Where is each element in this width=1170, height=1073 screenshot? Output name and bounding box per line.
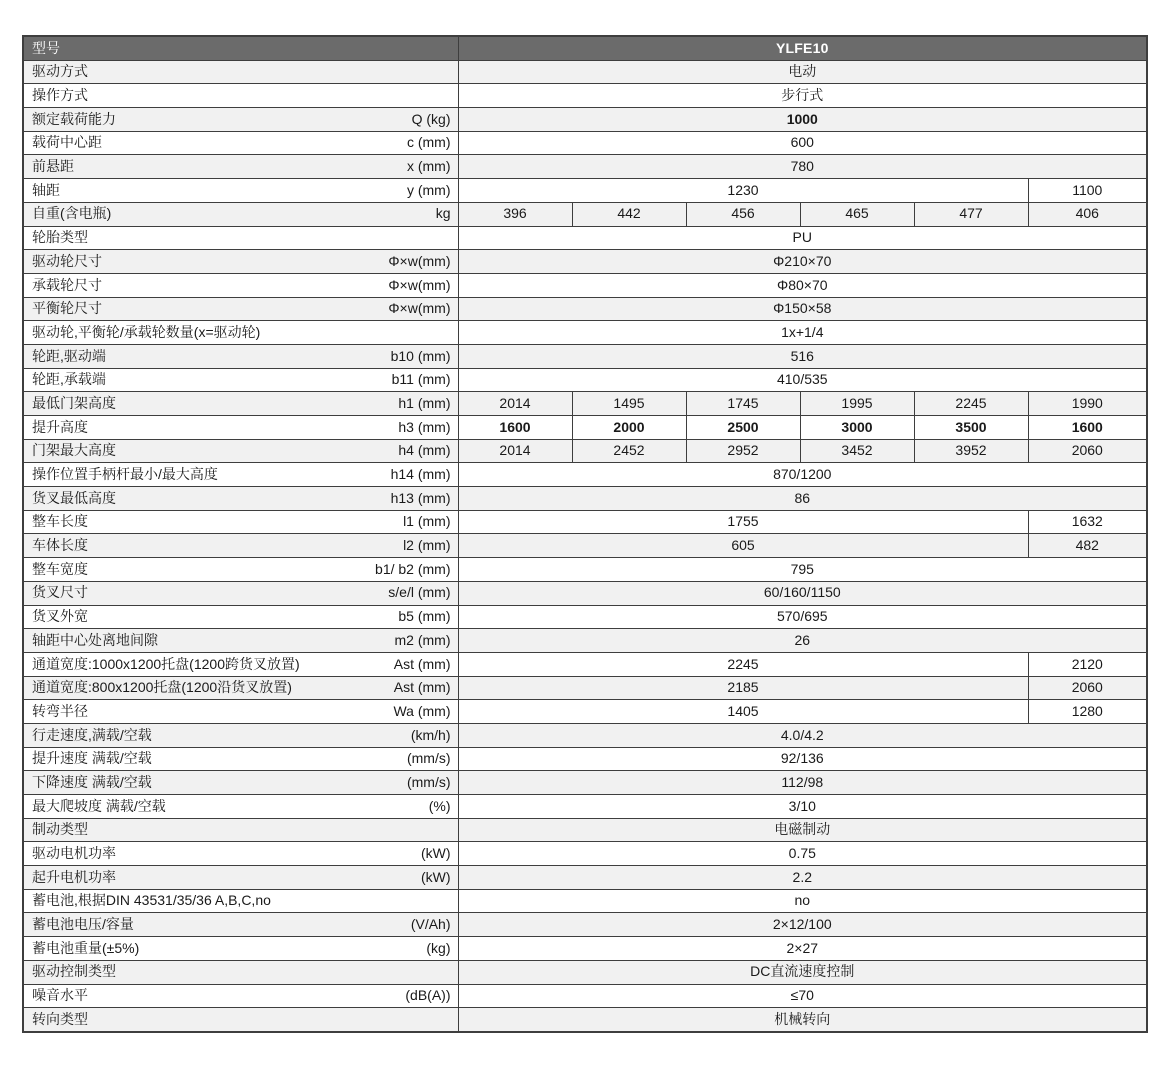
table-row [23, 771, 1147, 795]
spec-symbol: h14 (mm) [390, 466, 451, 483]
spec-symbol: l2 (mm) [403, 537, 451, 554]
spec-value-cell: 465 [800, 202, 914, 226]
spec-value-cell: no [458, 889, 1147, 913]
spec-symbol: (kW) [420, 868, 451, 885]
spec-label: 提升高度 [32, 418, 88, 435]
spec-symbol: Φ×w(mm) [388, 276, 451, 293]
spec-label: 蓄电池电压/容量 [32, 916, 134, 933]
spec-value-cell: 1100 [1028, 179, 1147, 203]
spec-value-cell: 1280 [1028, 700, 1147, 724]
spec-symbol: h3 (mm) [398, 418, 451, 435]
spec-value-cell: 机械转向 [458, 1008, 1147, 1032]
spec-label-cell [23, 84, 458, 108]
spec-symbol: Q (kg) [411, 110, 451, 127]
spec-value-cell: ≤70 [458, 984, 1147, 1008]
table-row [23, 463, 1147, 487]
spec-label: 通道宽度:1000x1200托盘(1200跨货叉放置) [32, 655, 300, 672]
table-row [23, 155, 1147, 179]
spec-value-cell: 2000 [572, 416, 686, 440]
spec-label-cell [23, 747, 458, 771]
table-row [23, 250, 1147, 274]
spec-label: 货叉外宽 [32, 608, 88, 625]
spec-label-cell [23, 155, 458, 179]
spec-label-cell [23, 558, 458, 582]
table-row [23, 676, 1147, 700]
spec-label-cell [23, 818, 458, 842]
spec-symbol: (mm/s) [406, 773, 451, 790]
spec-symbol: b10 (mm) [390, 347, 451, 364]
spec-label-cell [23, 866, 458, 890]
spec-value-cell: 步行式 [458, 84, 1147, 108]
table-row [23, 273, 1147, 297]
spec-label: 承载轮尺寸 [32, 276, 102, 293]
spec-label: 驱动轮,平衡轮/承载轮数量(x=驱动轮) [32, 323, 261, 340]
spec-label-cell [23, 179, 458, 203]
spec-value-cell: 2×12/100 [458, 913, 1147, 937]
spec-table [22, 35, 1148, 1033]
spec-value-cell: 870/1200 [458, 463, 1147, 487]
spec-value-cell: 1600 [1028, 416, 1147, 440]
spec-value-cell: 456 [686, 202, 800, 226]
spec-label-cell [23, 676, 458, 700]
spec-label: 提升速度 满载/空载 [32, 750, 152, 767]
spec-symbol: Ast (mm) [393, 679, 451, 696]
spec-value-cell: 112/98 [458, 771, 1147, 795]
spec-value-cell: DC直流速度控制 [458, 960, 1147, 984]
spec-value-cell: 2245 [458, 652, 1028, 676]
spec-label-cell [23, 605, 458, 629]
spec-label-cell [23, 273, 458, 297]
spec-label-cell [23, 321, 458, 345]
spec-value-cell: 410/535 [458, 368, 1147, 392]
spec-label: 轴距 [32, 181, 60, 198]
table-row [23, 84, 1147, 108]
spec-value-cell: 396 [458, 202, 572, 226]
table-row [23, 1008, 1147, 1032]
spec-label-cell [23, 534, 458, 558]
spec-label: 自重(含电瓶) [32, 205, 112, 222]
spec-label-cell [23, 416, 458, 440]
spec-label-cell [23, 60, 458, 84]
spec-symbol: kg [435, 205, 451, 222]
spec-label: 蓄电池重量(±5%) [32, 939, 140, 956]
spec-label: 噪音水平 [32, 987, 88, 1004]
spec-symbol: (%) [428, 797, 451, 814]
spec-label-cell [23, 131, 458, 155]
table-row [23, 179, 1147, 203]
spec-value-cell: 1990 [1028, 392, 1147, 416]
spec-label: 货叉最低高度 [32, 489, 116, 506]
spec-label: 通道宽度:800x1200托盘(1200沿货叉放置) [32, 679, 292, 696]
spec-label-cell [23, 984, 458, 1008]
spec-label-cell [23, 463, 458, 487]
spec-value-cell: 86 [458, 487, 1147, 511]
table-row [23, 984, 1147, 1008]
spec-value-cell: Φ210×70 [458, 250, 1147, 274]
spec-label-cell [23, 581, 458, 605]
spec-label: 驱动轮尺寸 [32, 252, 102, 269]
spec-symbol: h13 (mm) [390, 489, 451, 506]
table-row [23, 131, 1147, 155]
spec-label-cell [23, 108, 458, 132]
table-row [23, 558, 1147, 582]
spec-value-cell: 2185 [458, 676, 1028, 700]
table-row [23, 652, 1147, 676]
spec-label-cell [23, 510, 458, 534]
spec-label-cell [23, 842, 458, 866]
spec-label-cell [23, 1008, 458, 1032]
spec-value-cell: 1745 [686, 392, 800, 416]
spec-label-cell [23, 629, 458, 653]
spec-value-cell: 516 [458, 344, 1147, 368]
table-row [23, 605, 1147, 629]
spec-label-cell [23, 250, 458, 274]
spec-label: 转弯半径 [32, 702, 88, 719]
spec-value-cell: Φ150×58 [458, 297, 1147, 321]
spec-value-cell: 2952 [686, 439, 800, 463]
spec-label-cell [23, 889, 458, 913]
table-row [23, 439, 1147, 463]
spec-symbol: b1/ b2 (mm) [375, 560, 451, 577]
spec-value-cell: 1230 [458, 179, 1028, 203]
spec-label-cell [23, 652, 458, 676]
spec-label-cell [23, 700, 458, 724]
spec-value-cell: 2014 [458, 439, 572, 463]
spec-symbol: (mm/s) [406, 750, 451, 767]
spec-symbol: l1 (mm) [403, 513, 451, 530]
spec-value-cell: 1600 [458, 416, 572, 440]
spec-value-cell: 3/10 [458, 795, 1147, 819]
spec-symbol: x (mm) [406, 158, 451, 175]
spec-label: 前悬距 [32, 158, 74, 175]
spec-label-cell [23, 487, 458, 511]
model-name: YLFE10 [458, 36, 1147, 60]
spec-value-cell: 795 [458, 558, 1147, 582]
spec-value-cell: 电动 [458, 60, 1147, 84]
spec-value-cell: 605 [458, 534, 1028, 558]
spec-label-cell [23, 771, 458, 795]
table-row [23, 60, 1147, 84]
spec-label: 蓄电池,根据DIN 43531/35/36 A,B,C,no [32, 892, 271, 909]
spec-value-cell: 2×27 [458, 937, 1147, 961]
spec-label: 下降速度 满载/空载 [32, 773, 152, 790]
table-row [23, 534, 1147, 558]
table-row [23, 392, 1147, 416]
spec-value-cell: 2014 [458, 392, 572, 416]
spec-label-cell [23, 226, 458, 250]
spec-value-cell: 3000 [800, 416, 914, 440]
spec-label-cell [23, 795, 458, 819]
table-row [23, 226, 1147, 250]
spec-symbol: h1 (mm) [398, 394, 451, 411]
model-header-label: 型号 [23, 36, 458, 60]
table-row [23, 960, 1147, 984]
spec-value-cell: 1x+1/4 [458, 321, 1147, 345]
spec-value-cell: 2.2 [458, 866, 1147, 890]
spec-value-cell: 1405 [458, 700, 1028, 724]
spec-value-cell: 2452 [572, 439, 686, 463]
spec-symbol: s/e/l (mm) [388, 584, 451, 601]
table-row [23, 937, 1147, 961]
table-row [23, 723, 1147, 747]
spec-value-cell: 1755 [458, 510, 1028, 534]
spec-label: 转向类型 [32, 1010, 88, 1027]
spec-label: 驱动方式 [32, 63, 88, 80]
spec-label: 平衡轮尺寸 [32, 300, 102, 317]
spec-label: 驱动控制类型 [32, 963, 116, 980]
spec-value-cell: 2060 [1028, 676, 1147, 700]
table-row [23, 795, 1147, 819]
table-row [23, 866, 1147, 890]
table-row [23, 108, 1147, 132]
spec-label: 制动类型 [32, 821, 88, 838]
spec-label-cell [23, 392, 458, 416]
spec-label: 操作位置手柄杆最小/最大高度 [32, 466, 218, 483]
spec-symbol: (kg) [426, 939, 451, 956]
spec-label-cell [23, 960, 458, 984]
table-row [23, 487, 1147, 511]
table-row [23, 842, 1147, 866]
spec-symbol: y (mm) [406, 181, 451, 198]
spec-label: 最大爬坡度 满载/空载 [32, 797, 166, 814]
spec-label: 车体长度 [32, 537, 88, 554]
spec-value-cell: 3952 [914, 439, 1028, 463]
table-row [23, 581, 1147, 605]
spec-symbol: Ast (mm) [393, 655, 451, 672]
spec-label: 行走速度,满载/空载 [32, 726, 152, 743]
table-row [23, 368, 1147, 392]
spec-label-cell [23, 368, 458, 392]
spec-symbol: b5 (mm) [398, 608, 451, 625]
spec-label: 轮胎类型 [32, 229, 88, 246]
spec-label: 载荷中心距 [32, 134, 102, 151]
spec-symbol: (kW) [420, 845, 451, 862]
spec-value-cell: 780 [458, 155, 1147, 179]
spec-value-cell: 3500 [914, 416, 1028, 440]
spec-symbol: (km/h) [410, 726, 451, 743]
spec-value-cell: 1495 [572, 392, 686, 416]
spec-label: 整车长度 [32, 513, 88, 530]
spec-value-cell: 600 [458, 131, 1147, 155]
spec-value-cell: 60/160/1150 [458, 581, 1147, 605]
spec-symbol: (V/Ah) [410, 916, 451, 933]
spec-value-cell: 482 [1028, 534, 1147, 558]
spec-label: 货叉尺寸 [32, 584, 88, 601]
spec-value-cell: 1000 [458, 108, 1147, 132]
spec-value-cell: 570/695 [458, 605, 1147, 629]
spec-value-cell: 2120 [1028, 652, 1147, 676]
spec-label: 轮距,驱动端 [32, 347, 106, 364]
spec-symbol: (dB(A)) [405, 987, 451, 1004]
table-row [23, 202, 1147, 226]
spec-value-cell: 2245 [914, 392, 1028, 416]
spec-label-cell [23, 913, 458, 937]
spec-value-cell: 电磁制动 [458, 818, 1147, 842]
spec-label-cell [23, 937, 458, 961]
spec-symbol: Φ×w(mm) [388, 300, 451, 317]
table-header-row [23, 36, 1147, 60]
table-row [23, 889, 1147, 913]
spec-label: 整车宽度 [32, 560, 88, 577]
table-row [23, 344, 1147, 368]
spec-label: 操作方式 [32, 87, 88, 104]
table-row [23, 818, 1147, 842]
spec-value-cell: 2060 [1028, 439, 1147, 463]
spec-value-cell: 26 [458, 629, 1147, 653]
spec-symbol: b11 (mm) [391, 371, 451, 388]
table-row [23, 700, 1147, 724]
spec-symbol: m2 (mm) [394, 631, 451, 648]
spec-label-cell [23, 723, 458, 747]
table-row [23, 747, 1147, 771]
spec-label-cell [23, 297, 458, 321]
spec-value-cell: 477 [914, 202, 1028, 226]
spec-value-cell: Φ80×70 [458, 273, 1147, 297]
spec-value-cell: 4.0/4.2 [458, 723, 1147, 747]
spec-symbol: c (mm) [406, 134, 451, 151]
table-row [23, 321, 1147, 345]
spec-symbol: Φ×w(mm) [388, 252, 451, 269]
spec-label-cell [23, 202, 458, 226]
spec-value-cell: 92/136 [458, 747, 1147, 771]
spec-label: 最低门架高度 [32, 394, 116, 411]
spec-table-body [23, 60, 1147, 1032]
spec-label: 轴距中心处离地间隙 [32, 631, 158, 648]
spec-label: 驱动电机功率 [32, 845, 116, 862]
spec-label: 门架最大高度 [32, 442, 116, 459]
spec-value-cell: 406 [1028, 202, 1147, 226]
spec-value-cell: 442 [572, 202, 686, 226]
table-row [23, 297, 1147, 321]
spec-label-cell [23, 344, 458, 368]
spec-value-cell: PU [458, 226, 1147, 250]
spec-label: 起升电机功率 [32, 868, 116, 885]
spec-value-cell: 3452 [800, 439, 914, 463]
spec-value-cell: 1632 [1028, 510, 1147, 534]
spec-label-cell [23, 439, 458, 463]
spec-symbol: Wa (mm) [393, 702, 451, 719]
spec-symbol: h4 (mm) [398, 442, 451, 459]
spec-label: 轮距,承载端 [32, 371, 106, 388]
table-row [23, 416, 1147, 440]
table-row [23, 510, 1147, 534]
table-row [23, 629, 1147, 653]
spec-label: 额定载荷能力 [32, 110, 116, 127]
spec-value-cell: 0.75 [458, 842, 1147, 866]
spec-value-cell: 1995 [800, 392, 914, 416]
table-row [23, 913, 1147, 937]
spec-value-cell: 2500 [686, 416, 800, 440]
